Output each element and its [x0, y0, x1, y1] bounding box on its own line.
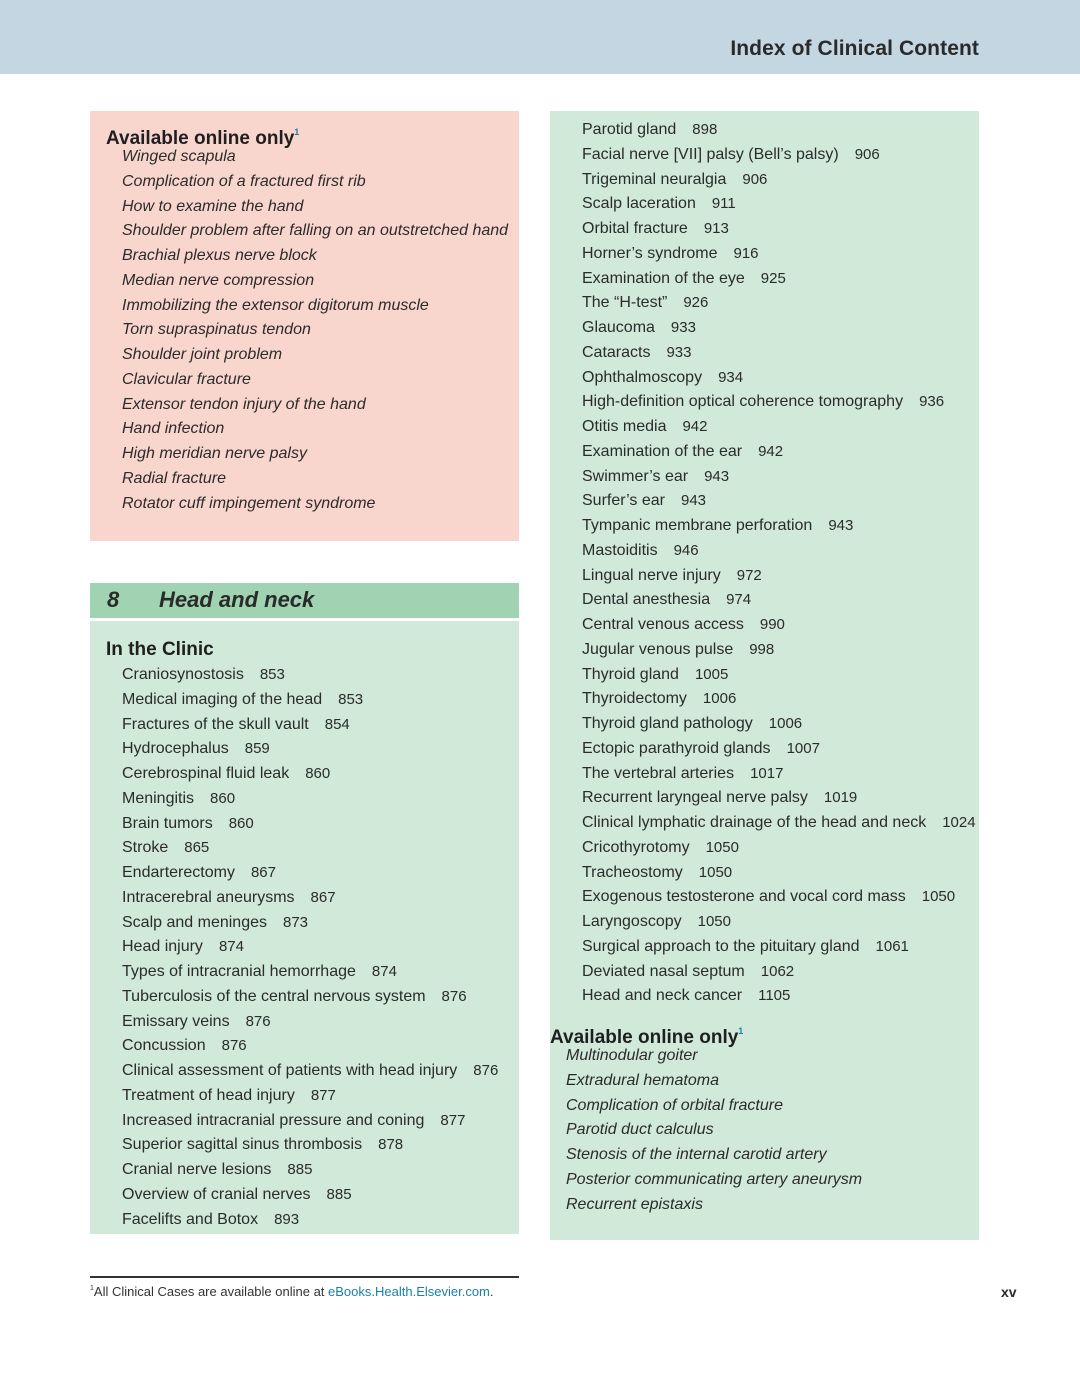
clinic-list-continued [566, 118, 979, 1009]
online-only-list [566, 1044, 979, 1217]
list-item [566, 118, 979, 143]
list-item [106, 935, 519, 960]
entry-label: Ectopic parathyroid glands [582, 739, 771, 757]
entry-page: 943 [681, 492, 707, 510]
list-item [106, 737, 519, 762]
entry-page: 936 [919, 393, 945, 411]
page-header [0, 0, 1080, 74]
entry-label: Overview of cranial nerves [122, 1185, 311, 1203]
entry-label: Ophthalmoscopy [582, 368, 703, 386]
entry-page: 874 [371, 963, 397, 980]
entry-page: 974 [726, 591, 752, 609]
list-item: Multinodular goiter [566, 1047, 698, 1064]
entry-label: Emissary veins [122, 1012, 230, 1030]
list-item [566, 217, 979, 242]
list-item [566, 168, 979, 193]
list-item: Complication of a fractured first rib [122, 172, 366, 190]
entry-label: Increased intracranial pressure and coning [122, 1111, 425, 1129]
list-item [566, 885, 979, 910]
entry-page: 1019 [823, 789, 858, 807]
list-item [566, 712, 979, 737]
entry-label: Surgical approach to the pituitary gland [582, 937, 860, 955]
list-item: Parotid duct calculus [566, 1121, 714, 1139]
list-item [106, 1158, 519, 1183]
chapter-title: Head and neck [159, 587, 315, 612]
entry-page: 876 [245, 1012, 271, 1030]
entry-label: Tracheostomy [582, 863, 683, 881]
entry-page: 990 [759, 616, 785, 633]
entry-label: Jugular venous pulse [582, 640, 734, 658]
entry-label: Thyroidectomy [582, 690, 687, 708]
footnote-marker: 1 [738, 1026, 744, 1036]
entry-page: 916 [733, 244, 759, 262]
entry-page: 867 [250, 864, 276, 881]
entry-label: Cranial nerve lesions [122, 1161, 272, 1178]
footnote-marker: 1 [294, 127, 300, 137]
list-item [566, 192, 979, 217]
list-item: Posterior communicating artery aneurysm [566, 1170, 863, 1188]
entry-page: 874 [218, 938, 244, 956]
entry-label: Otitis media [582, 418, 667, 435]
entry-page: 925 [760, 269, 786, 287]
list-item: High meridian nerve palsy [122, 445, 307, 462]
entry-page: 876 [473, 1062, 499, 1079]
entry-label: Exogenous testosterone and vocal cord mass [582, 888, 906, 906]
list-item [566, 539, 979, 564]
entry-label: Trigeminal neuralgia [582, 170, 727, 188]
entry-label: Hydrocephalus [122, 740, 229, 758]
entry-label: Concussion [122, 1037, 206, 1055]
list-item [566, 341, 979, 366]
entry-page: 942 [682, 418, 708, 435]
entry-page: 1061 [875, 937, 909, 955]
list-item [566, 514, 979, 539]
list-item [106, 1010, 519, 1035]
entry-page: 876 [221, 1037, 247, 1055]
list-item [106, 911, 519, 936]
entry-label: Surfer’s ear [582, 492, 665, 510]
entry-label: Examination of the ear [582, 442, 743, 460]
list-item: Shoulder problem after falling on an outstretched hand [122, 222, 509, 240]
entry-page: 943 [704, 467, 730, 485]
entry-page: 1050 [697, 913, 731, 930]
clinic-list [106, 663, 519, 1232]
entry-page: 1062 [760, 962, 795, 980]
footnote-divider [90, 1276, 519, 1278]
entry-label: Deviated nasal septum [582, 962, 745, 980]
entry-label: Stroke [122, 839, 169, 857]
list-item [566, 737, 979, 762]
list-item: Complication of orbital fracture [566, 1096, 783, 1114]
list-item [566, 366, 979, 391]
entry-label: Central venous access [582, 616, 744, 633]
list-item: Radial fracture [122, 469, 227, 487]
list-item: Recurrent epistaxis [566, 1195, 703, 1213]
entry-label: Laryngoscopy [582, 913, 682, 930]
list-item [106, 1084, 519, 1109]
clinic-heading: In the Clinic [106, 639, 214, 660]
header-title: Index of Clinical Content [730, 37, 979, 60]
entry-label: Head injury [122, 938, 203, 956]
entry-page: 877 [310, 1086, 336, 1104]
list-item [106, 812, 519, 837]
entry-label: Endarterectomy [122, 864, 235, 881]
list-item [106, 1183, 519, 1208]
entry-label: Tuberculosis of the central nervous system [122, 987, 426, 1005]
entry-label: Cricothyrotomy [582, 838, 690, 856]
entry-label: Intracerebral aneurysms [122, 888, 295, 906]
entry-label: Thyroid gland pathology [582, 715, 753, 732]
list-item [566, 663, 979, 688]
entry-label: Facelifts and Botox [122, 1210, 259, 1228]
list-item [106, 1208, 519, 1233]
list-item [106, 985, 519, 1010]
entry-page: 1007 [786, 739, 820, 757]
list-item [106, 688, 519, 713]
entry-label: Scalp and meninges [122, 913, 267, 931]
entry-label: Glaucoma [582, 319, 655, 336]
list-item: How to examine the hand [122, 197, 304, 215]
list-item [106, 713, 519, 738]
list-item [106, 861, 519, 886]
entry-page: 885 [287, 1161, 313, 1178]
chapter-header [90, 583, 519, 618]
entry-page: 911 [711, 195, 736, 213]
page-number: xv [1001, 1284, 1017, 1300]
entry-page: 1050 [705, 838, 739, 856]
list-item: Rotator cuff impingement syndrome [122, 494, 376, 512]
entry-page: 972 [736, 566, 762, 584]
entry-label: Parotid gland [582, 121, 677, 138]
footnote: $^1$All Clinical Cases are available online at eBooks.Health.Elsevier.com. [90, 1284, 494, 1299]
online-only-panel-left [90, 111, 519, 541]
list-item [566, 242, 979, 267]
entry-label: Superior sagittal sinus thrombosis [122, 1136, 363, 1154]
entry-page: 906 [742, 170, 768, 188]
list-item [566, 613, 979, 638]
entry-page: 1024 [942, 814, 976, 831]
entry-label: Scalp laceration [582, 195, 696, 213]
entry-page: 1006 [702, 690, 737, 708]
entry-label: Head and neck cancer [582, 987, 743, 1005]
list-item [566, 836, 979, 861]
entry-label: Tympanic membrane perforation [582, 517, 813, 534]
entry-label: Orbital fracture [582, 220, 688, 237]
entry-label: Swimmer’s ear [582, 467, 689, 485]
entry-page: 859 [244, 740, 270, 758]
entry-page: 998 [749, 640, 775, 658]
list-item [566, 588, 979, 613]
list-item [106, 762, 519, 787]
entry-label: Treatment of head injury [122, 1086, 295, 1104]
entry-label: Craniosynostosis [122, 666, 244, 683]
list-item [566, 143, 979, 168]
entry-label: Cataracts [582, 343, 651, 361]
list-item [566, 638, 979, 663]
entry-label: Clinical lymphatic drainage of the head and neck [582, 814, 927, 831]
list-item: Hand infection [122, 420, 225, 438]
list-item [106, 663, 519, 688]
entry-page: 893 [274, 1210, 300, 1228]
list-item [566, 465, 979, 490]
list-item [106, 787, 519, 812]
entry-page: 1006 [768, 715, 803, 732]
entry-page: 913 [703, 220, 729, 237]
list-item [566, 489, 979, 514]
entry-label: Thyroid gland [582, 665, 679, 683]
entry-page: 934 [718, 368, 744, 386]
list-item: Brachial plexus nerve block [122, 247, 317, 264]
list-item [566, 935, 979, 960]
list-item: Median nerve compression [122, 271, 315, 289]
entry-label: Lingual nerve injury [582, 566, 721, 584]
entry-page: 885 [326, 1185, 352, 1203]
entry-page: 876 [441, 987, 467, 1005]
entry-page: 1105 [758, 987, 791, 1005]
list-item: Extensor tendon injury of the hand [122, 395, 366, 413]
list-item: Extradural hematoma [566, 1071, 719, 1089]
list-item [566, 390, 979, 415]
entry-page: 873 [282, 913, 309, 931]
entry-page: 946 [673, 541, 699, 559]
clinic-panel-continued [550, 111, 979, 1240]
entry-page: 1050 [698, 863, 733, 881]
list-item [566, 267, 979, 292]
list-item [566, 984, 979, 1009]
ebooks-link[interactable]: eBooks.Health.Elsevier.com [328, 1284, 490, 1299]
list-item [566, 786, 979, 811]
list-item [106, 1109, 519, 1134]
list-item: Clavicular fracture [122, 370, 251, 388]
entry-page: 943 [828, 517, 854, 534]
entry-label: Types of intracranial hemorrhage [122, 963, 356, 980]
entry-page: 853 [259, 666, 285, 683]
entry-label: Brain tumors [122, 814, 213, 832]
entry-label: Meningitis [122, 789, 195, 807]
entry-page: 860 [228, 814, 254, 832]
entry-page: 853 [338, 690, 364, 708]
list-item: Winged scapula [122, 148, 236, 165]
list-item [106, 1059, 519, 1084]
entry-label: Clinical assessment of patients with head injury [122, 1062, 458, 1079]
list-item [566, 316, 979, 341]
list-item [566, 910, 979, 935]
list-item [566, 415, 979, 440]
entry-page: 1050 [921, 888, 956, 906]
entry-page: 933 [666, 343, 692, 361]
entry-page: 865 [184, 839, 210, 857]
entry-label: Cerebrospinal fluid leak [122, 765, 290, 782]
list-item: Torn supraspinatus tendon [122, 321, 311, 339]
entry-page: 867 [310, 888, 336, 906]
list-item [106, 1133, 519, 1158]
chapter-number: 8 [107, 587, 120, 612]
entry-page: 933 [670, 319, 696, 336]
entry-label: Recurrent laryngeal nerve palsy [582, 789, 808, 807]
entry-page: 860 [210, 789, 236, 807]
list-item [106, 1034, 519, 1059]
list-item: Immobilizing the extensor digitorum muscle [122, 296, 429, 314]
entry-label: The vertebral arteries [582, 764, 735, 782]
entry-label: High-definition optical coherence tomography [582, 393, 904, 411]
online-only-list [106, 145, 519, 516]
entry-label: Dental anesthesia [582, 591, 711, 609]
list-item: Shoulder joint problem [122, 346, 283, 363]
list-item: Stenosis of the internal carotid artery [566, 1146, 827, 1163]
list-item [566, 861, 979, 886]
list-item [566, 960, 979, 985]
entry-label: Fractures of the skull vault [122, 715, 309, 733]
list-item [566, 440, 979, 465]
entry-page: 898 [692, 121, 718, 138]
entry-page: 906 [854, 145, 880, 163]
entry-page: 926 [683, 294, 709, 312]
entry-page: 877 [440, 1111, 466, 1129]
list-item [106, 886, 519, 911]
clinic-panel [90, 621, 519, 1234]
entry-page: 1017 [750, 764, 784, 782]
entry-page: 942 [758, 442, 784, 460]
entry-label: The “H-test” [582, 294, 668, 312]
entry-label: Medical imaging of the head [122, 690, 323, 708]
list-item [106, 960, 519, 985]
entry-page: 878 [378, 1136, 404, 1154]
entry-label: Mastoiditis [582, 541, 658, 559]
list-item [106, 836, 519, 861]
list-item [566, 687, 979, 712]
list-item [566, 564, 979, 589]
entry-page: 860 [305, 765, 331, 782]
entry-page: 1005 [694, 665, 729, 683]
online-only-heading: Available online only$^1$ [550, 1026, 744, 1048]
entry-page: 854 [324, 715, 350, 733]
entry-label: Examination of the eye [582, 269, 745, 287]
entry-label: Facial nerve [VII] palsy (Bell’s palsy) [582, 145, 839, 163]
list-item [566, 762, 979, 787]
list-item [566, 811, 979, 836]
online-only-heading: Available online only$^1$ [106, 127, 300, 149]
entry-label: Horner’s syndrome [582, 244, 718, 262]
list-item [566, 291, 979, 316]
